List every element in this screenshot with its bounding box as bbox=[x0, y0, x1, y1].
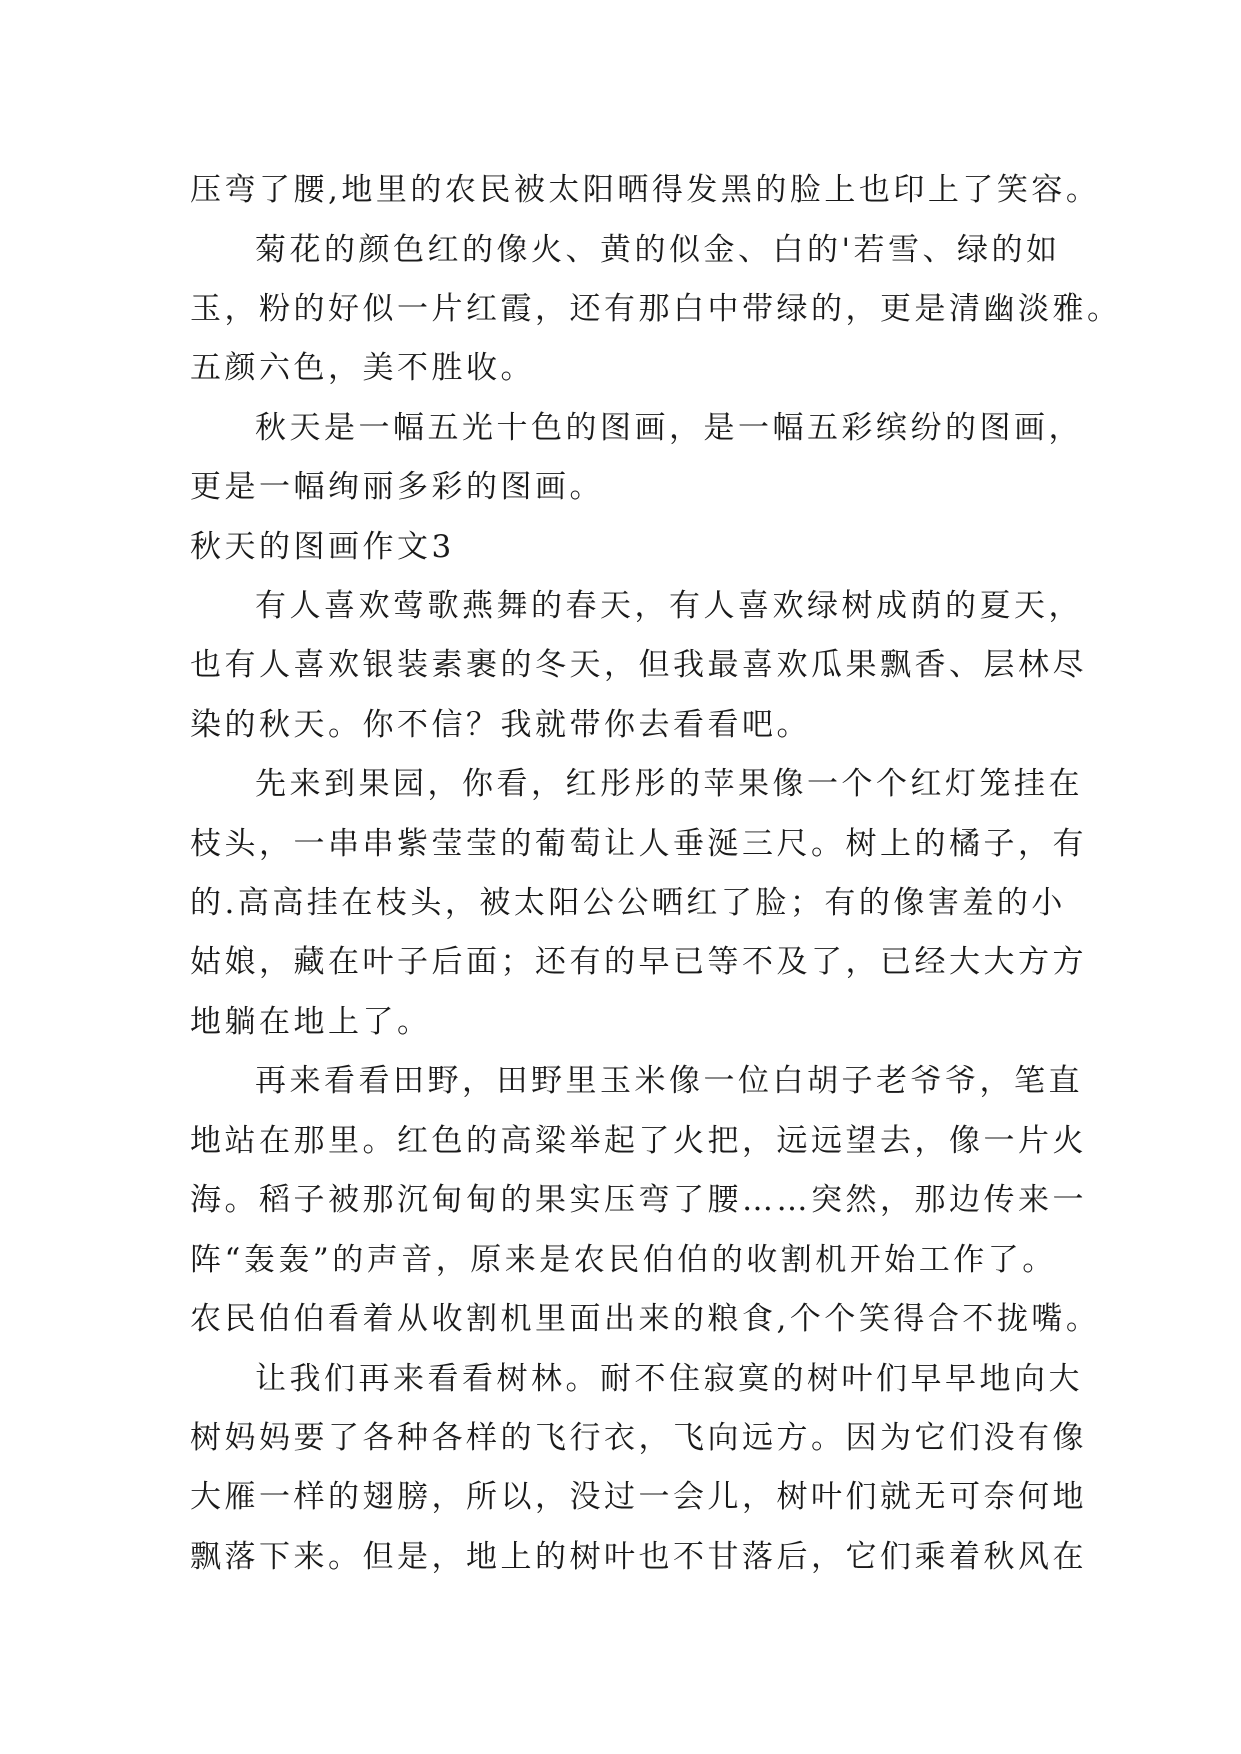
text-line: 染的秋天。你不信？我就带你去看看吧。 bbox=[190, 707, 811, 743]
text-line: 大雁一样的翅膀，所以，没过一会儿，树叶们就无可奈何地 bbox=[190, 1479, 1087, 1515]
paragraph-start-line: 先来到果园，你看，红彤彤的苹果像一个个红灯笼挂在 bbox=[255, 766, 1083, 802]
text-line: 农民伯伯看着从收割机里面出来的粮食,个个笑得合不拢嘴。 bbox=[190, 1301, 1101, 1337]
text-line: 玉，粉的好似一片红霞，还有那白中带绿的，更是清幽淡雅。 bbox=[190, 291, 1122, 327]
paragraph-start-line: 秋天是一幅五光十色的图画，是一幅五彩缤纷的图画， bbox=[255, 410, 1083, 446]
paragraph-start-line: 菊花的颜色红的像火、黄的似金、白的'若雪、绿的如 bbox=[255, 232, 1061, 268]
text-line: 也有人喜欢银装素裹的冬天，但我最喜欢瓜果飘香、层林尽 bbox=[190, 647, 1087, 683]
text-line: 阵“轰轰”的声音，原来是农民伯伯的收割机开始工作了。 bbox=[190, 1242, 1057, 1278]
text-line: 树妈妈要了各种各样的飞行衣，飞向远方。因为它们没有像 bbox=[190, 1420, 1087, 1456]
text-line: 姑娘，藏在叶子后面；还有的早已等不及了，已经大大方方 bbox=[190, 944, 1087, 980]
text-line: 压弯了腰,地里的农民被太阳晒得发黑的脸上也印上了笑容。 bbox=[190, 172, 1101, 208]
text-line: 地站在那里。红色的高粱举起了火把，远远望去，像一片火 bbox=[190, 1123, 1087, 1159]
text-line: 五颜六色，美不胜收。 bbox=[190, 350, 535, 386]
text-line: 更是一幅绚丽多彩的图画。 bbox=[190, 469, 604, 505]
paragraph-start-line: 有人喜欢莺歌燕舞的春天，有人喜欢绿树成荫的夏天， bbox=[255, 588, 1083, 624]
text-line: 的.高高挂在枝头，被太阳公公晒红了脸；有的像害羞的小 bbox=[190, 885, 1066, 921]
section-heading: 秋天的图画作文3 bbox=[190, 529, 455, 565]
text-line: 飘落下来。但是，地上的树叶也不甘落后，它们乘着秋风在 bbox=[190, 1539, 1087, 1575]
text-line: 枝头，一串串紫莹莹的葡萄让人垂涎三尺。树上的橘子，有 bbox=[190, 826, 1087, 862]
text-line: 地躺在地上了。 bbox=[190, 1004, 432, 1040]
text-line: 海。稻子被那沉甸甸的果实压弯了腰……突然，那边传来一 bbox=[190, 1182, 1087, 1218]
paragraph-start-line: 再来看看田野，田野里玉米像一位白胡子老爷爷，笔直 bbox=[255, 1063, 1083, 1099]
paragraph-start-line: 让我们再来看看树林。耐不住寂寞的树叶们早早地向大 bbox=[255, 1361, 1083, 1397]
